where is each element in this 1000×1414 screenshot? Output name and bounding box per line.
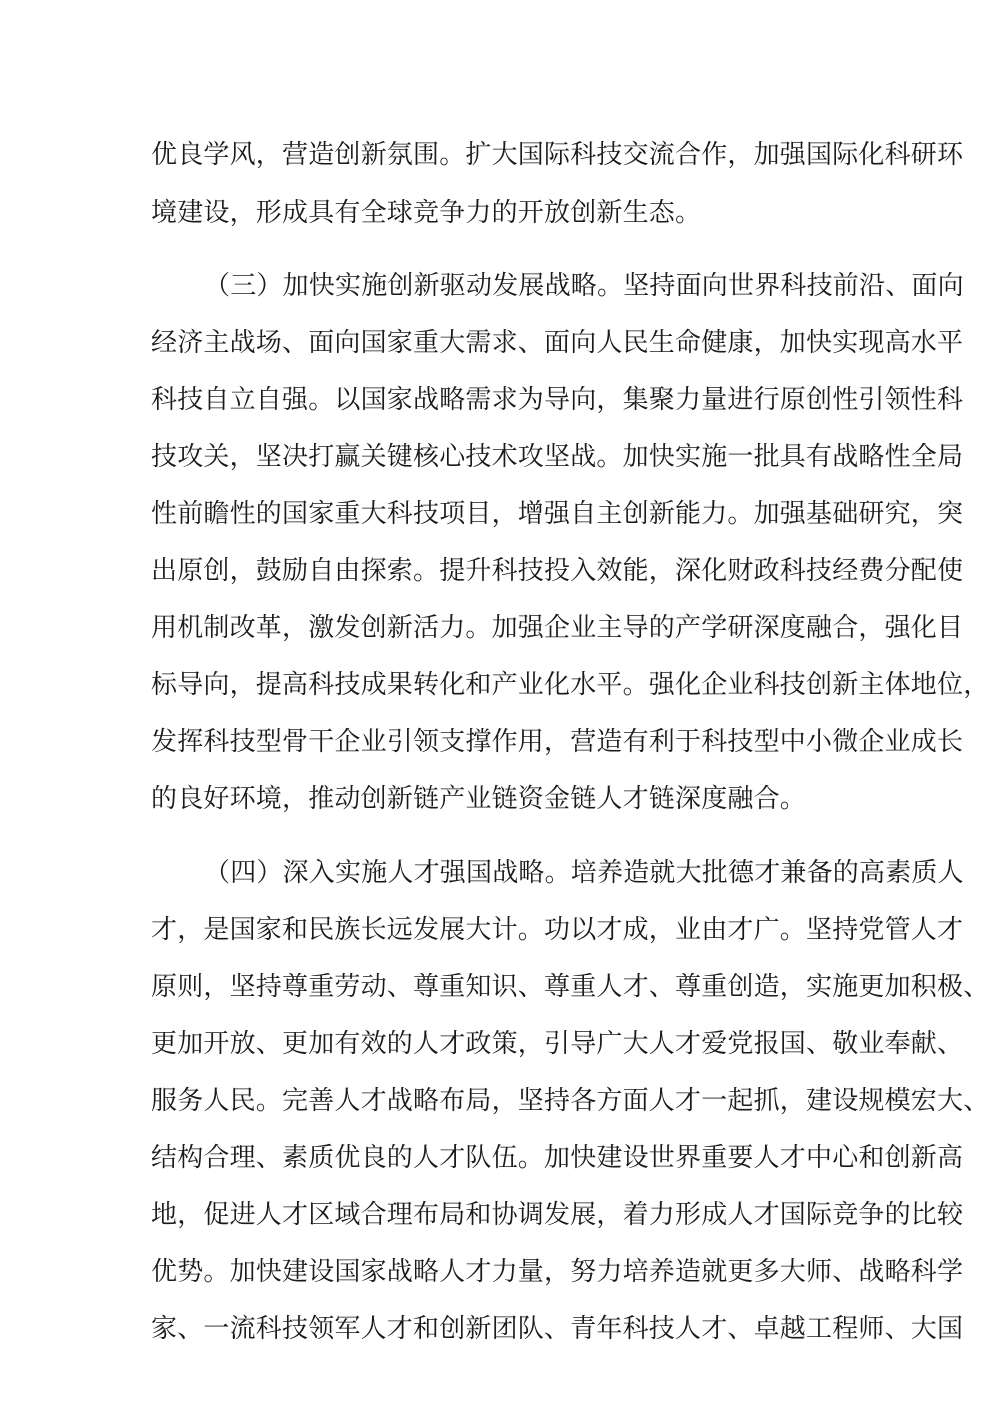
text-line: 标导向，提高科技成果转化和产业化水平。强化企业科技创新主体地位， [151, 670, 990, 700]
text-line: 用机制改革，激发创新活力。加强企业主导的产学研深度融合，强化目 [151, 613, 964, 643]
text-line: 服务人民。完善人才战略布局，坚持各方面人才一起抓，建设规模宏大、 [151, 1086, 990, 1116]
text-line: 经济主战场、面向国家重大需求、面向人民生命健康，加快实现高水平 [151, 328, 964, 358]
text-line: 家、一流科技领军人才和创新团队、青年科技人才、卓越工程师、大国 [151, 1314, 964, 1344]
text-line: 才，是国家和民族长远发展大计。功以才成，业由才广。坚持党管人才 [151, 915, 964, 945]
text-line: 的良好环境，推动创新链产业链资金链人才链深度融合。 [151, 784, 807, 814]
text-line: 境建设，形成具有全球竞争力的开放创新生态。 [151, 198, 702, 228]
text-line: 更加开放、更加有效的人才政策，引导广大人才爱党报国、敬业奉献、 [151, 1029, 964, 1059]
text-line: 原则，坚持尊重劳动、尊重知识、尊重人才、尊重创造，实施更加积极、 [151, 972, 990, 1002]
text-line: 出原创，鼓励自由探索。提升科技投入效能，深化财政科技经费分配使 [151, 556, 964, 586]
paragraph-heading-line: （三）加快实施创新驱动发展战略。坚持面向世界科技前沿、面向 [204, 271, 964, 301]
text-line: 结构合理、素质优良的人才队伍。加快建设世界重要人才中心和创新高 [151, 1143, 964, 1173]
text-line: 优良学风，营造创新氛围。扩大国际科技交流合作，加强国际化科研环 [151, 140, 964, 170]
text-line: 技攻关，坚决打赢关键核心技术攻坚战。加快实施一批具有战略性全局 [151, 442, 964, 472]
text-line: 发挥科技型骨干企业引领支撑作用，营造有利于科技型中小微企业成长 [151, 727, 964, 757]
text-line: 性前瞻性的国家重大科技项目，增强自主创新能力。加强基础研究，突 [151, 499, 964, 529]
paragraph-heading-line: （四）深入实施人才强国战略。培养造就大批德才兼备的高素质人 [204, 858, 964, 888]
text-line: 科技自立自强。以国家战略需求为导向，集聚力量进行原创性引领性科 [151, 385, 964, 415]
text-line: 地，促进人才区域合理布局和协调发展，着力形成人才国际竞争的比较 [151, 1200, 964, 1230]
text-line: 优势。加快建设国家战略人才力量，努力培养造就更多大师、战略科学 [151, 1257, 964, 1287]
